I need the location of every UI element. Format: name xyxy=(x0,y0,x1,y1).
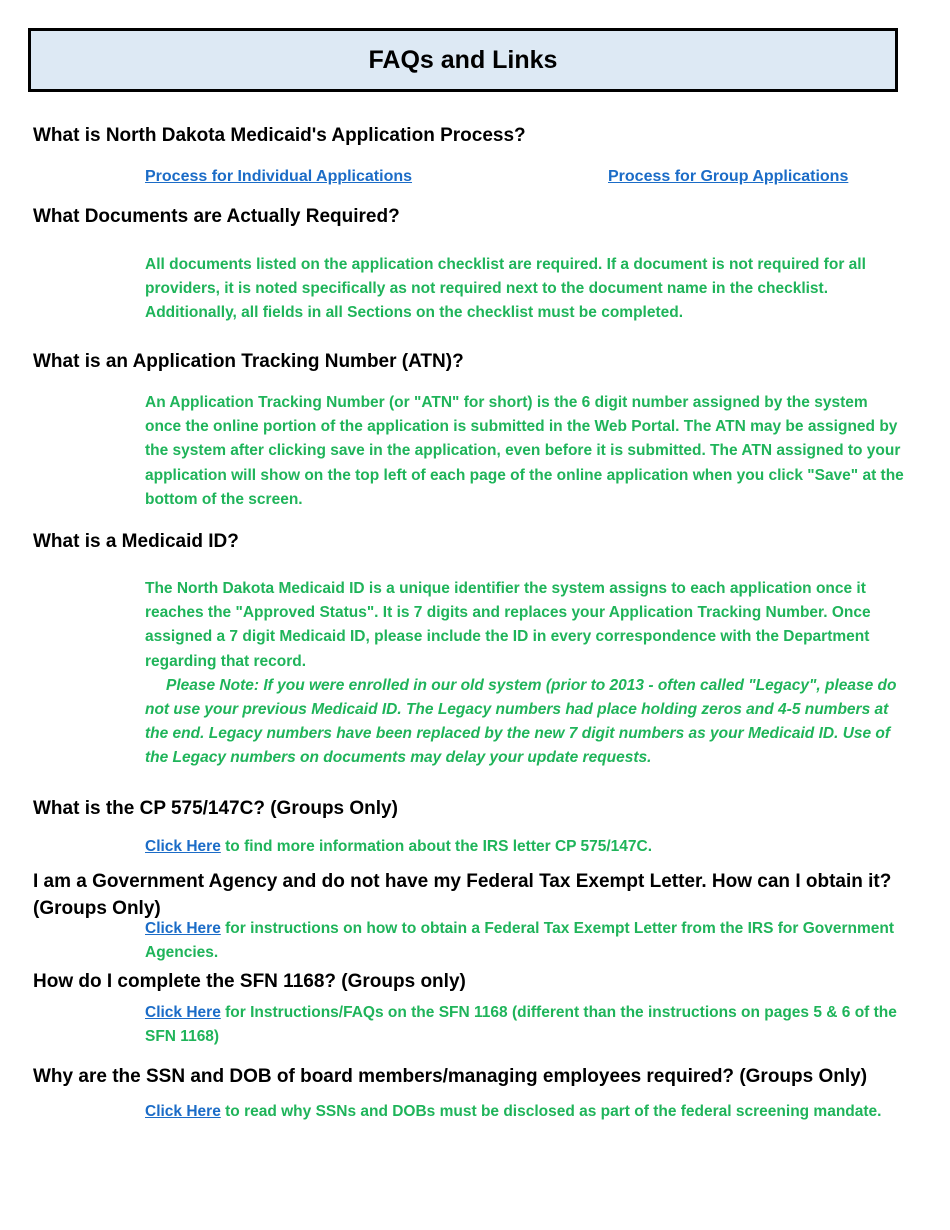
question-tax-exempt-letter: I am a Government Agency and do not have my Federal Tax Exempt Letter. How can I obtain it? (Groups Only) xyxy=(33,871,892,919)
question-ssn-dob: Why are the SSN and DOB of board members/managing employees required? (Groups Only) xyxy=(33,1066,868,1087)
answer-ssn-dob xyxy=(145,1100,905,1124)
answer-text: An Application Tracking Number (or "ATN" for short) is the 6 digit number assigned by the system once the online portion of the application is submitted in the Web Portal. The ATN may be assigned by the system after clicking save in the application, even before it is submitted. The ATN assigned to your application will show on the top left of each page of the online application when you click "Save" at the bottom of the screen. xyxy=(145,394,904,508)
answer-sfn-1168 xyxy=(145,1001,905,1049)
answer-tax-exempt-letter xyxy=(145,917,905,965)
group-applications-link[interactable]: Process for Group Applications xyxy=(608,168,849,185)
ssn-dob-click-here-link[interactable]: Click Here xyxy=(145,1103,221,1120)
tax-exempt-click-here-link[interactable]: Click Here xyxy=(145,920,221,937)
question-sfn-1168: How do I complete the SFN 1168? (Groups only) xyxy=(33,971,466,992)
answer-cp575 xyxy=(145,835,905,859)
answer-text: The North Dakota Medicaid ID is a unique identifier the system assigns to each application once it reaches the "Approved Status". It is 7 digits and replaces your Application Tracking Number. Once assigned a 7 digit Medicaid ID, please include the ID in every correspondence with the Department regarding that record. xyxy=(145,580,871,670)
individual-applications-link[interactable]: Process for Individual Applications xyxy=(145,168,413,185)
question-cp575: What is the CP 575/147C? (Groups Only) xyxy=(33,798,398,819)
legacy-note: Please Note: If you were enrolled in our old system (prior to 2013 - often called "Legacy", please do not use your previous Medicaid ID. The Legacy numbers had place holding zeros and 4-5 numbers at the end. Legacy numbers have been replaced by the new 7 digit numbers as your Medicaid ID. Use of the Legacy numbers on documents may delay your update requests. xyxy=(145,676,897,767)
answer-documents-required xyxy=(145,253,905,326)
sfn-1168-click-here-link[interactable]: Click Here xyxy=(145,1004,221,1021)
answer-text: for instructions on how to obtain a Federal Tax Exempt Letter from the IRS for Government Agencies. xyxy=(145,920,895,962)
question-application-process: What is North Dakota Medicaid's Application Process? xyxy=(33,125,526,146)
answer-text: to find more information about the IRS letter CP 575/147C. xyxy=(220,838,653,855)
question-medicaid-id: What is a Medicaid ID? xyxy=(33,531,239,552)
answer-medicaid-id xyxy=(145,577,905,771)
answer-text: to read why SSNs and DOBs must be disclosed as part of the federal screening mandate. xyxy=(220,1103,882,1120)
question-atn: What is an Application Tracking Number (ATN)? xyxy=(33,351,464,372)
answer-text: All documents listed on the application checklist are required. If a document is not required for all providers, it is noted specifically as not required next to the document name in the checklist. Additionally, all fields in all Sections on the checklist must be completed. xyxy=(145,256,866,322)
page-banner xyxy=(28,28,898,92)
page-title: FAQs and Links xyxy=(368,45,558,74)
answer-text: for Instructions/FAQs on the SFN 1168 (different than the instructions on pages 5 & 6 of the SFN 1168) xyxy=(145,1004,897,1046)
question-documents-required: What Documents are Actually Required? xyxy=(33,206,400,227)
answer-atn xyxy=(145,391,905,512)
cp575-click-here-link[interactable]: Click Here xyxy=(145,838,221,855)
